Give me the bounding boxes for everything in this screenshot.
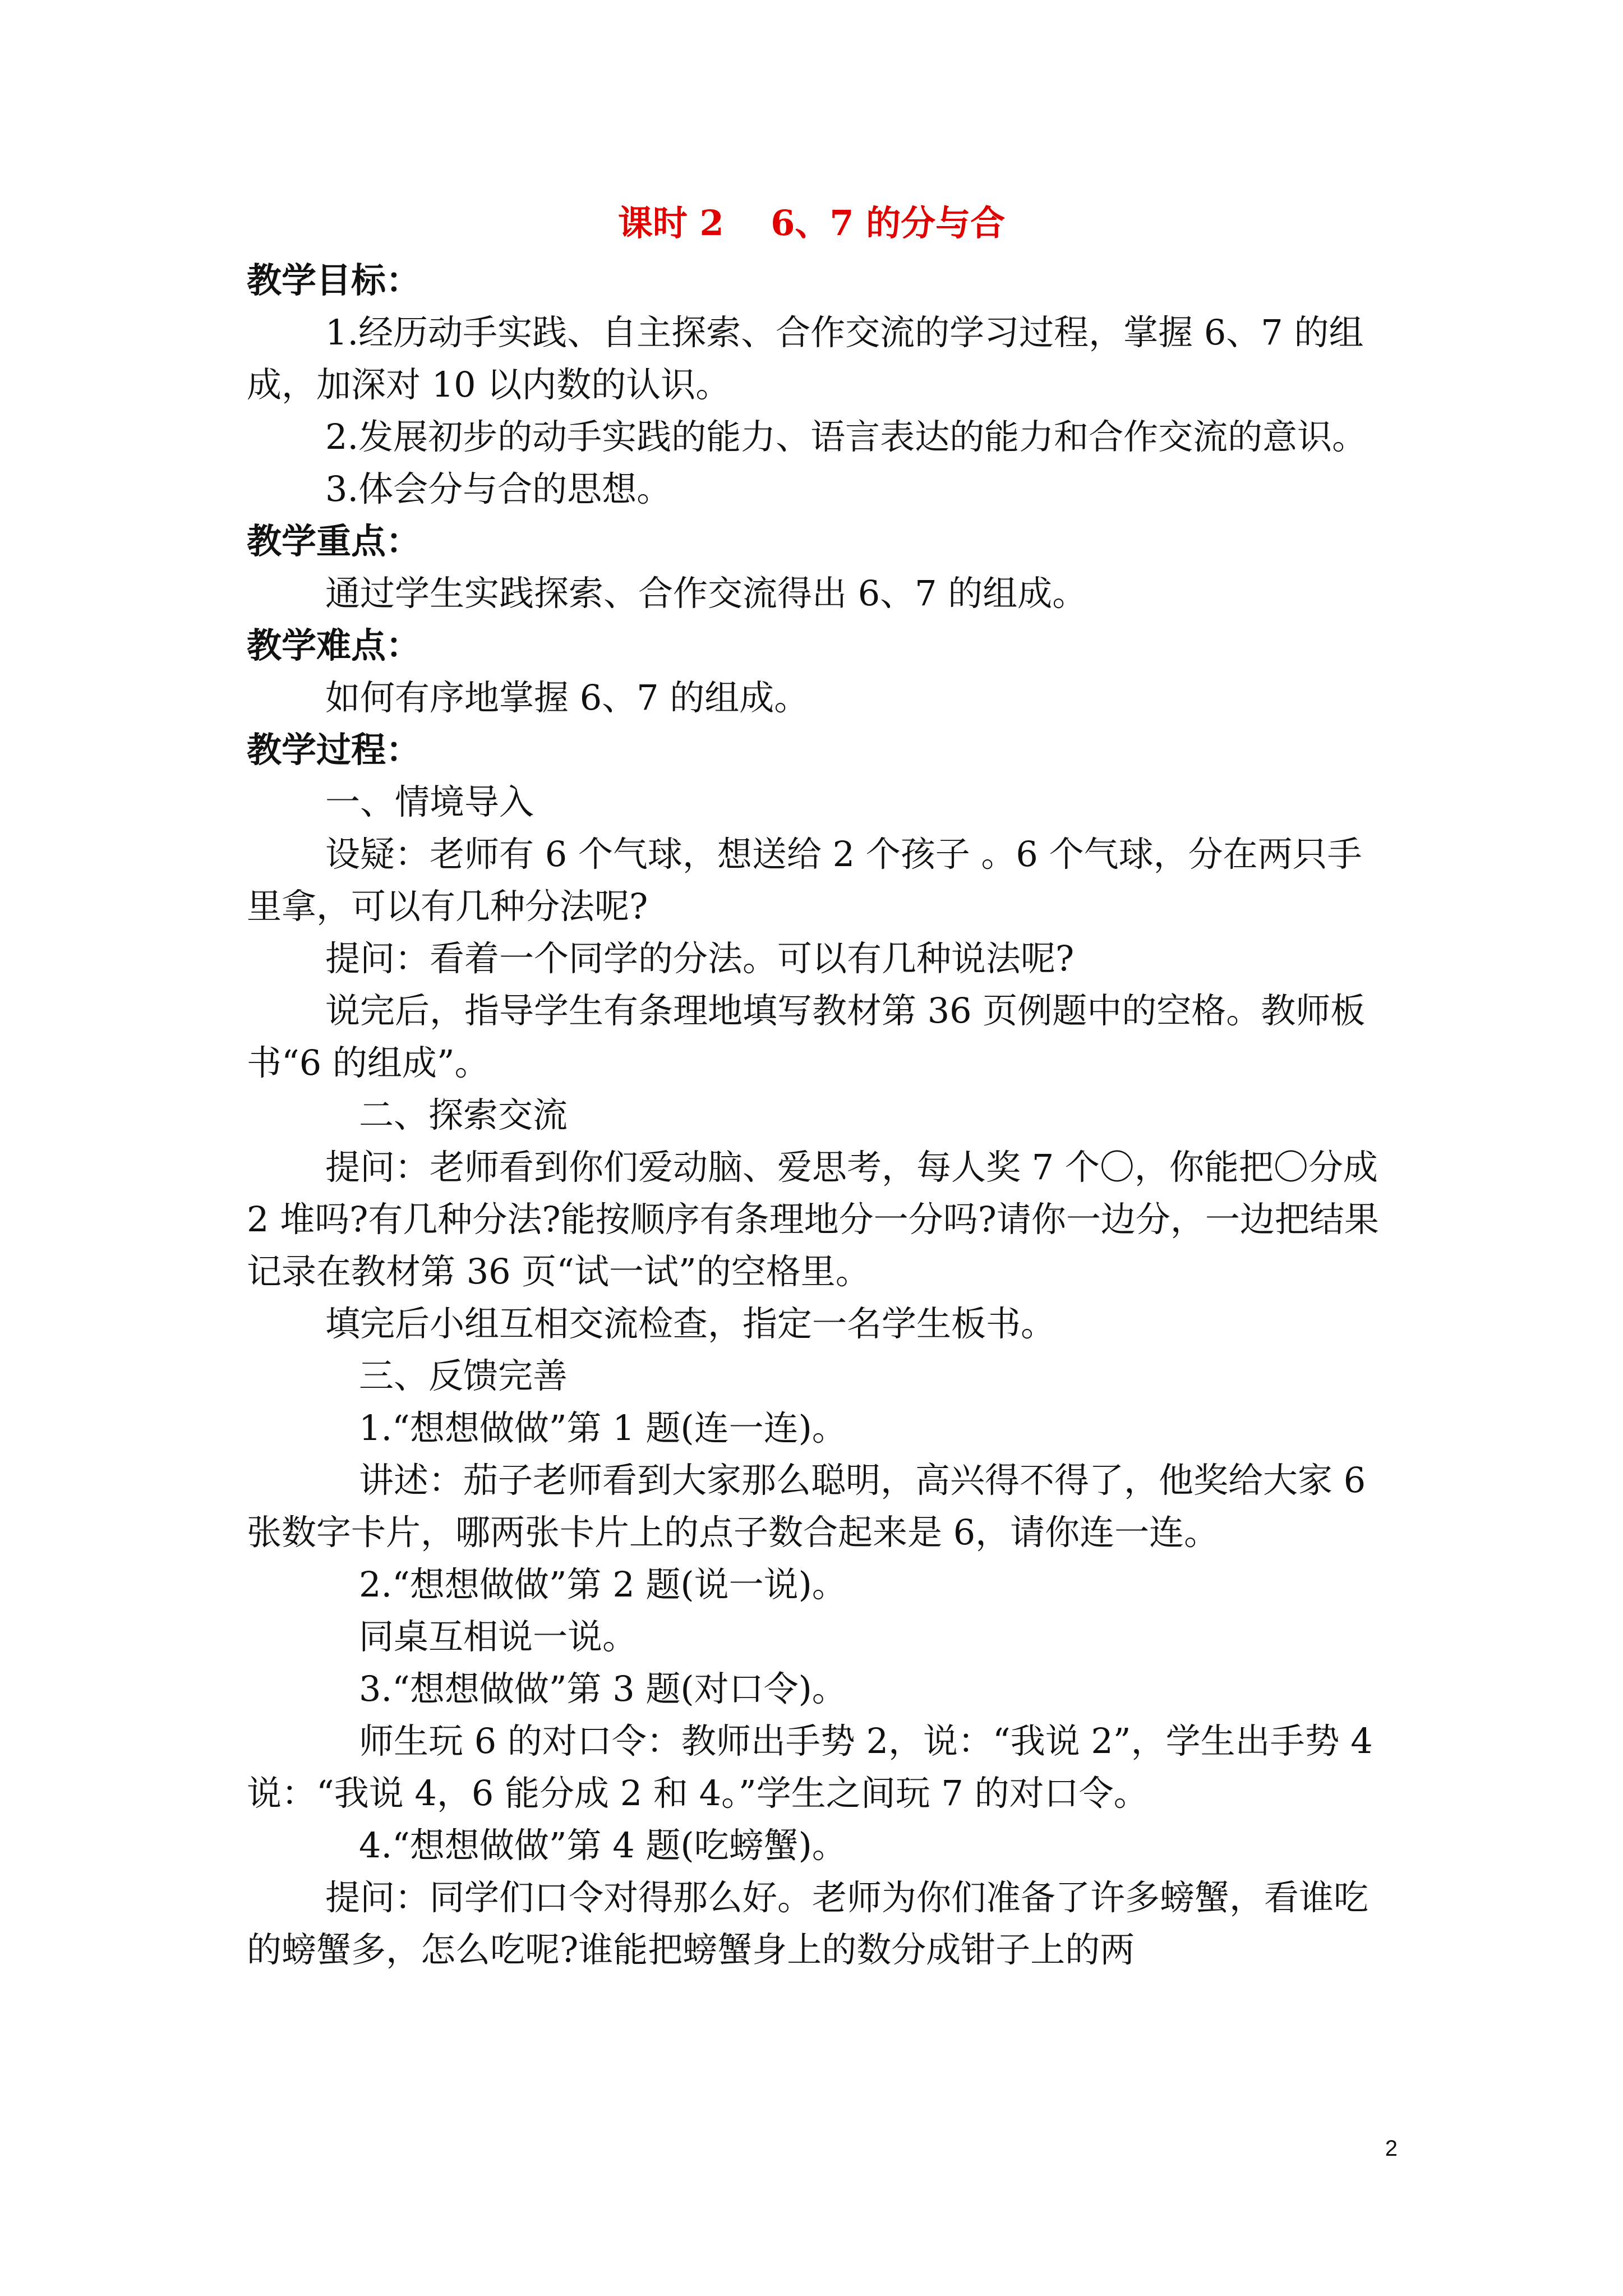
section-1-paragraph-1: 设疑：老师有 6 个气球，想送给 2 个孩子 。6 个气球，分在两只手里拿，可以有几种分法呢? xyxy=(247,834,1362,927)
document-body xyxy=(247,254,1396,1976)
goal-item-2: 2.发展初步的动手实践的能力、语言表达的能力和合作交流的意识。 xyxy=(325,416,1367,457)
key-point-heading: 教学重点： xyxy=(247,521,421,562)
section-1-paragraph-2: 提问：看着一个同学的分法。可以有几种说法呢? xyxy=(325,938,1075,979)
exercise-3-title: 3.“想想做做”第 3 题(对口令)。 xyxy=(359,1668,847,1709)
exercise-1-title: 1.“想想做做”第 1 题(连一连)。 xyxy=(359,1407,847,1448)
section-2-paragraph-1: 提问：老师看到你们爱动脑、爱思考，每人奖 7 个〇，你能把〇分成 2 堆吗?有几种分法?能按顺序有条理地分一分吗?请你一边分，一边把结果记录在教材第 36 页“试一试”的空格里。 xyxy=(247,1147,1379,1292)
goal-item-1: 1.经历动手实践、自主探索、合作交流的学习过程，掌握 6、7 的组成，加深对 10 以内数的认识。 xyxy=(247,312,1364,405)
difficulty-text: 如何有序地掌握 6、7 的组成。 xyxy=(325,677,809,718)
page-title: 课时 2 6、7 的分与合 xyxy=(617,203,1006,243)
exercise-1-text: 讲述：茄子老师看到大家那么聪明，高兴得不得了，他奖给大家 6 张数字卡片，哪两张卡片上的点子数合起来是 6，请你连一连。 xyxy=(247,1460,1366,1553)
section-1-paragraph-3: 说完后，指导学生有条理地填写教材第 36 页例题中的空格。教师板书“6 的组成”。 xyxy=(247,990,1366,1083)
key-point-text: 通过学生实践探索、合作交流得出 6、7 的组成。 xyxy=(325,573,1087,614)
exercise-4-text: 提问：同学们口令对得那么好。老师为你们准备了许多螃蟹，看谁吃的螃蟹多，怎么吃呢?谁能把螃蟹身上的数分成钳子上的两 xyxy=(247,1877,1369,1970)
exercise-4-title: 4.“想想做做”第 4 题(吃螃蟹)。 xyxy=(359,1825,847,1866)
difficulty-heading: 教学难点： xyxy=(247,625,421,666)
goal-item-3: 3.体会分与合的思想。 xyxy=(325,468,672,509)
section-2-title: 二、探索交流 xyxy=(359,1094,568,1135)
section-2-paragraph-2: 填完后小组互相交流检查，指定一名学生板书。 xyxy=(325,1303,1056,1344)
process-heading: 教学过程： xyxy=(247,729,421,770)
page-number: 2 xyxy=(1385,2136,1398,2161)
section-3-title: 三、反馈完善 xyxy=(359,1355,568,1396)
section-1-title: 一、情境导入 xyxy=(325,781,534,822)
exercise-3-text: 师生玩 6 的对口令：教师出手势 2，说：“我说 2”，学生出手势 4 说：“我说 4，6 能分成 2 和 4。”学生之间玩 7 的对口令。 xyxy=(247,1720,1373,1814)
exercise-2-title: 2.“想想做做”第 2 题(说一说)。 xyxy=(359,1564,847,1605)
goals-heading: 教学目标： xyxy=(247,260,421,301)
exercise-2-text: 同桌互相说一说。 xyxy=(359,1616,638,1657)
